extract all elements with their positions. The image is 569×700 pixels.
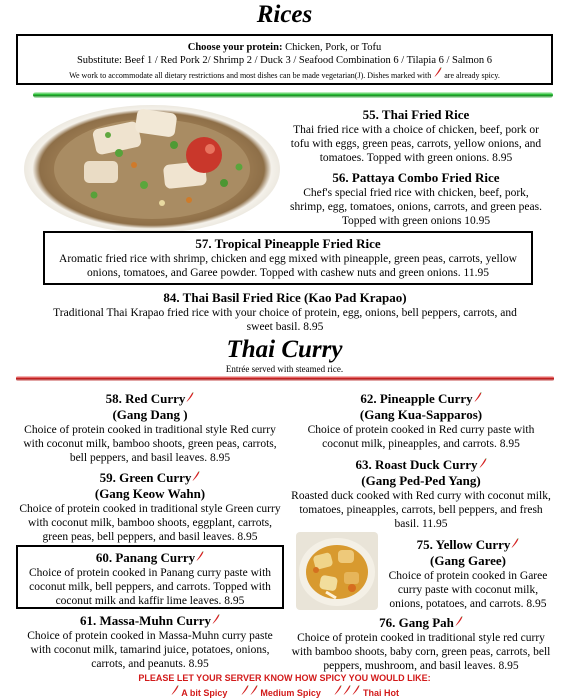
menu-item-63 [290, 457, 552, 531]
rices-divider [33, 92, 553, 98]
menu-item-57 [43, 231, 533, 285]
dietary-note-suffix: are already spicy. [444, 71, 500, 80]
item-title: 63. Roast Duck Curry [355, 457, 478, 472]
protein-box [16, 34, 553, 85]
chili-icon [171, 685, 179, 695]
protein-label: Choose your protein: [187, 42, 283, 53]
chili-icon [250, 685, 258, 695]
item-desc: Traditional Thai Krapao fried rice with your choice of protein, egg, onions, bell peppers, carrots, and sweet basil. 8.95 [53, 307, 517, 333]
spice-levels [0, 685, 569, 698]
menu-item-84 [40, 290, 530, 334]
spice-level-3: Thai Hot [362, 688, 399, 698]
fried-rice-photo [24, 105, 280, 233]
item-subtitle: (Gang Kua-Sapparos) [359, 407, 483, 422]
item-title: 76. Gang Pah [379, 615, 454, 630]
menu-item-60 [16, 545, 284, 609]
item-subtitle: (Gang Dang ) [112, 407, 188, 422]
item-title: 59. Green Curry [99, 470, 192, 485]
rices-title: Rices [256, 1, 313, 28]
menu-item-55 [286, 107, 546, 165]
menu-item-76 [290, 615, 552, 673]
chili-icon [192, 471, 200, 481]
curry-divider [16, 376, 554, 381]
yellow-curry-photo [296, 532, 378, 610]
chili-icon [334, 685, 342, 695]
item-desc: Choice of protein cooked in Garee curry paste with coconut milk, onions, potatoes, and carrots. 8.95 [388, 570, 548, 610]
item-title: 55. Thai Fried Rice [362, 107, 470, 122]
item-desc: Choice of protein cooked in traditional style red curry with bamboo shoots, baby corn, green peas, carrots, bell peppers, mushroom, and basil leaves. 8.95 [291, 632, 551, 672]
item-title: 60. Panang Curry [95, 550, 196, 565]
item-subtitle: (Gang Garee) [430, 553, 506, 568]
item-desc: Choice of protein cooked in traditional style Green curry with coconut milk, bamboo shoots, eggplant, carrots, green peas, bell peppers, and basil leaves. 8.95 [19, 503, 281, 543]
chili-icon [479, 458, 487, 468]
menu-item-56 [286, 170, 546, 228]
chili-icon [212, 614, 220, 624]
protein-options: Chicken, Pork, or Tofu [285, 42, 382, 53]
chili-icon [474, 392, 482, 402]
item-desc: Roasted duck cooked with Red curry with coconut milk, tomatoes, pineapples, carrots, bell peppers, and fresh basil. 11.95 [291, 490, 551, 530]
item-desc: Choice of protein cooked in Red curry paste with coconut milk, pineapples, and carrots. 8.95 [307, 424, 535, 450]
chili-icon [241, 685, 249, 695]
chili-icon [186, 392, 194, 402]
item-title: 58. Red Curry [105, 391, 186, 406]
chili-icon [511, 538, 519, 548]
dietary-note-prefix: We work to accommodate all dietary restrictions and most dishes can be made vegetarian(J). Dishes marked with [69, 71, 432, 80]
item-title: 75. Yellow Curry [416, 537, 511, 552]
item-title: 56. Pattaya Combo Fried Rice [332, 170, 500, 185]
curry-subtitle: Entrée served with steamed rice. [225, 364, 344, 374]
menu-item-58 [16, 391, 284, 465]
spice-level-1: A bit Spicy [181, 688, 228, 698]
item-desc: Aromatic fried rice with shrimp, chicken and egg mixed with pineapple, green peas, carrots, yellow onions, tomatoes, and Garee powder. Topped with cashew nuts and green onions. 11.95 [59, 253, 517, 279]
dietary-note [18, 67, 551, 81]
item-desc: Thai fried rice with a choice of chicken, beef, pork or tofu with eggs, green peas, carrots, yellow onions, and tomatoes. Topped with green onions. 8.95 [290, 124, 542, 164]
item-title: 84. Thai Basil Fried Rice (Kao Pad Krapao) [163, 290, 407, 305]
item-title: 61. Massa-Muhn Curry [79, 613, 212, 628]
menu-item-61 [16, 613, 284, 671]
menu-item-59 [16, 470, 284, 544]
item-desc: Chef's special fried rice with chicken, beef, pork, shrimp, egg, tomatoes, onions, carrots, and green peas. Topped with green onions 10.95 [290, 187, 542, 227]
yellow-curry-image [296, 532, 378, 610]
item-subtitle: (Gang Ped-Ped Yang) [361, 473, 481, 488]
item-title: 57. Tropical Pineapple Fried Rice [195, 236, 381, 251]
item-title: 62. Pineapple Curry [360, 391, 473, 406]
protein-choice [18, 41, 551, 54]
protein-substitute: Substitute: Beef 1 / Red Pork 2/ Shrimp 2 / Duck 3 / Seafood Combination 6 / Tilapia 6 / Salmon 6 [76, 55, 493, 66]
chili-icon [352, 685, 360, 695]
item-desc: Choice of protein cooked in Panang curry paste with coconut milk, bell peppers, and carrots. Topped with coconut milk and kaffir lime leaves. 8.95 [28, 567, 272, 607]
item-desc: Choice of protein cooked in traditional style Red curry with coconut milk, bamboo shoots, green peas, carrots, bell peppers, and basil leaves. 8.95 [23, 424, 277, 464]
menu-item-62 [290, 391, 552, 451]
menu-item-75 [384, 537, 552, 611]
curry-title: Thai Curry [226, 336, 343, 363]
chili-icon [455, 616, 463, 626]
chili-icon [196, 551, 204, 561]
item-desc: Choice of protein cooked in Massa-Muhn curry paste with coconut milk, tamarind juice, potatoes, onions, carrots, and peanuts. 8.95 [27, 630, 273, 670]
spice-level-2: Medium Spicy [260, 688, 321, 698]
item-subtitle: (Gang Keow Wahn) [94, 486, 206, 501]
chili-icon [343, 685, 351, 695]
spice-footer-text: PLEASE LET YOUR SERVER KNOW HOW SPICY YOU WOULD LIKE: [138, 673, 431, 683]
chili-icon [434, 67, 442, 77]
fried-rice-image [24, 105, 280, 233]
